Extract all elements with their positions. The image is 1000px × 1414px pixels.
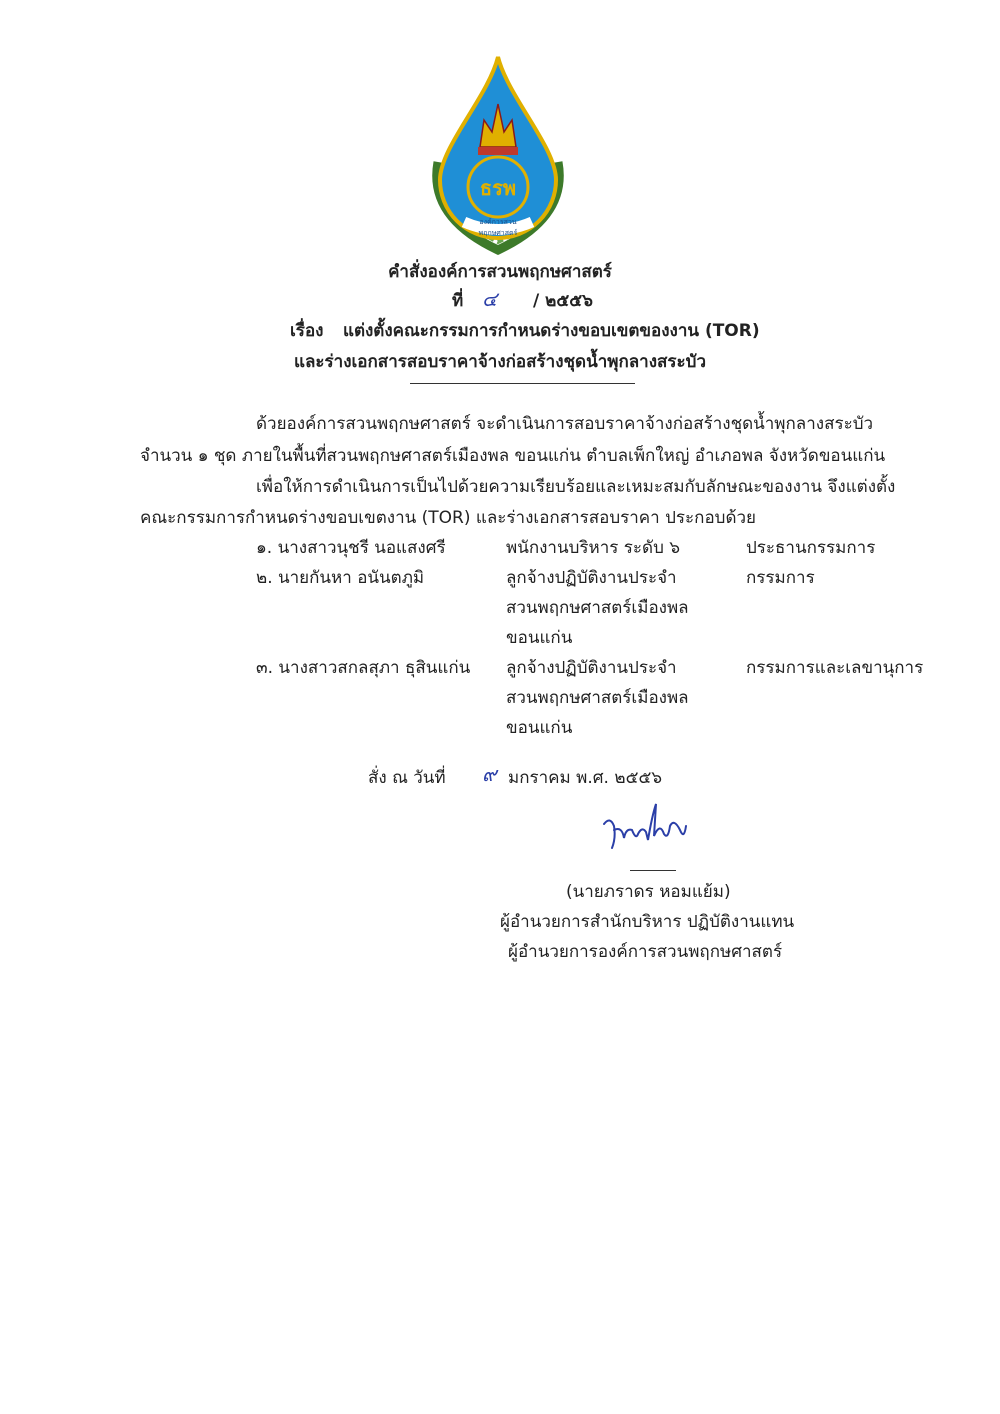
committee-member-role: ประธานกรรมการ xyxy=(746,538,876,558)
logo-monogram: ธรพ xyxy=(479,176,517,200)
committee-member-name: ๒. นายกันหา อนันตภูมิ xyxy=(256,568,425,588)
committee-member-position: ลูกจ้างปฏิบัติงานประจำ xyxy=(506,658,677,678)
signatory-title-line-1: ผู้อำนวยการสำนักบริหาร ปฏิบัติงานแทน xyxy=(500,912,795,932)
header-divider xyxy=(410,383,635,384)
committee-member-name: ๓. นางสาวสกลสุภา ธุสินแก่น xyxy=(256,658,471,678)
logo-ribbon-text: องค์การสวนพฤกษศาสตร์ xyxy=(478,218,518,237)
signatory-title-line-2: ผู้อำนวยการองค์การสวนพฤกษศาสตร์ xyxy=(508,942,783,962)
paragraph-2-line-1: เพื่อให้การดำเนินการเป็นไปด้วยความเรียบร้อยและเหมะสมกับลักษณะของงาน จึงแต่งตั้ง xyxy=(256,477,896,497)
subject-line-2: และร่างเอกสารสอบราคาจ้างก่อสร้างชุดน้ำพุกลางสระบัว xyxy=(294,352,706,372)
document-title: คำสั่งองค์การสวนพฤกษศาสตร์ xyxy=(388,262,612,282)
paragraph-1-line-2: จำนวน ๑ ชุด ภายในพื้นที่สวนพฤกษศาสตร์เมืองพล ขอนแก่น ตำบลเพ็กใหญ่ อำเภอพล จังหวัดขอนแก่น xyxy=(140,446,886,466)
committee-member-role: กรรมการ xyxy=(746,568,815,588)
committee-member-position: ลูกจ้างปฏิบัติงานประจำ xyxy=(506,568,677,588)
paragraph-1-line-1: ด้วยองค์การสวนพฤกษศาสตร์ จะดำเนินการสอบราคาจ้างก่อสร้างชุดน้ำพุกลางสระบัว xyxy=(256,414,874,434)
order-number-year: / ๒๕๕๖ xyxy=(533,291,593,311)
paragraph-2-line-2: คณะกรรมการกำหนดร่างขอบเขตงาน (TOR) และร่างเอกสารสอบราคา ประกอบด้วย xyxy=(140,508,757,528)
committee-member-role: กรรมการและเลขานุการ xyxy=(746,658,924,678)
order-date-prefix: สั่ง ณ วันที่ xyxy=(368,768,446,788)
signature-underline xyxy=(630,870,676,871)
committee-member-position: ขอนแก่น xyxy=(506,628,573,648)
committee-member-name: ๑. นางสาวนุชรี นอแสงศรี xyxy=(256,538,446,558)
signatory-name: (นายภราดร หอมแย้ม) xyxy=(566,882,731,902)
organization-logo xyxy=(418,52,578,257)
committee-member-position: พนักงานบริหาร ระดับ ๖ xyxy=(506,538,681,558)
committee-member-position: สวนพฤกษศาสตร์เมืองพล xyxy=(506,598,689,618)
order-number-prefix: ที่ xyxy=(452,291,464,311)
handwritten-signature xyxy=(596,796,696,860)
order-date-rest: มกราคม พ.ศ. ๒๕๕๖ xyxy=(508,768,663,788)
order-number-handwritten: ๔ xyxy=(482,287,498,311)
committee-member-position: ขอนแก่น xyxy=(506,718,573,738)
subject-line-1: แต่งตั้งคณะกรรมการกำหนดร่างขอบเขตของงาน (TOR) xyxy=(343,321,760,341)
subject-label: เรื่อง xyxy=(290,321,324,341)
order-date-day-handwritten: ๙ xyxy=(482,762,497,786)
committee-member-position: สวนพฤกษศาสตร์เมืองพล xyxy=(506,688,689,708)
